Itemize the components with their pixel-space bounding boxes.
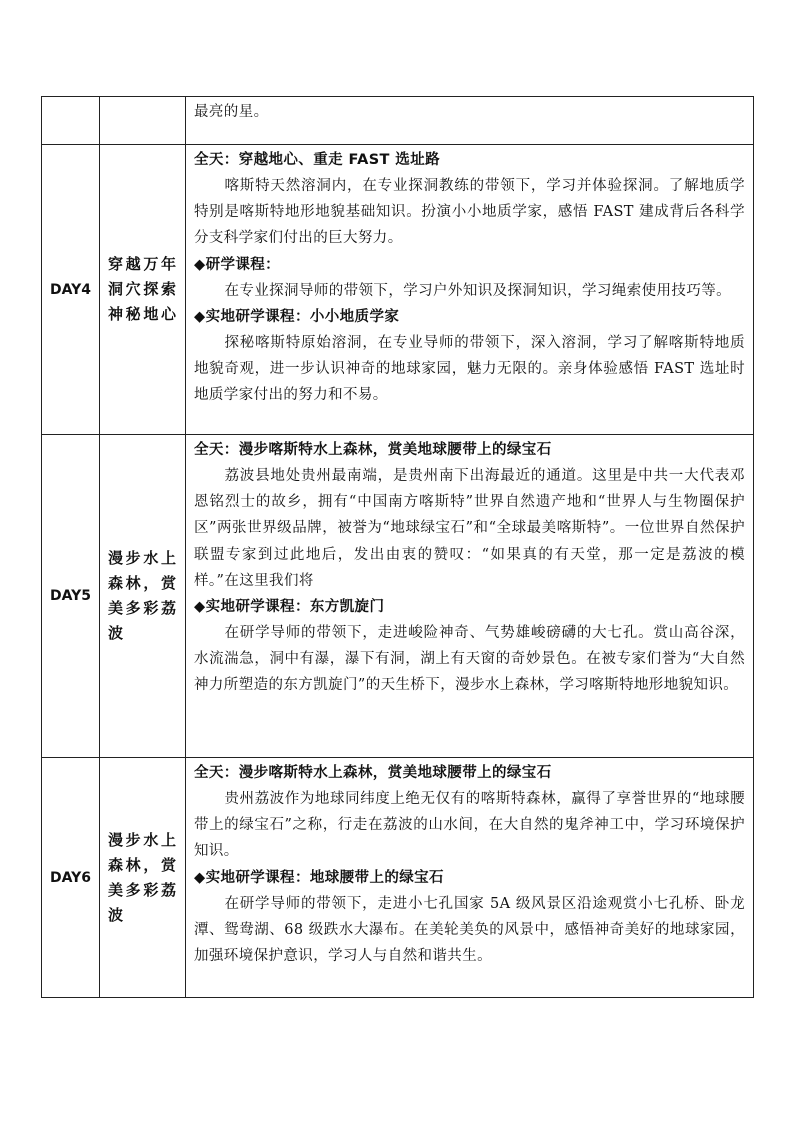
bullet-heading: ◆ 实地研学课程：小小地质学家 bbox=[194, 304, 745, 330]
detail-cell bbox=[186, 758, 754, 998]
paragraph: 探秘喀斯特原始溶洞，在专业导师的带领下，深入溶洞，学习了解喀斯特地质地貌奇观，进一步认识神奇的地球家园，魅力无限的。亲身体验感悟 FAST 选址时地质学家付出的努力和不易。 bbox=[194, 334, 745, 404]
paragraph: 贵州荔波作为地球同纬度上绝无仅有的喀斯特森林，赢得了享誉世界的“地球腰带上的绿宝石”之称，行走在荔波的山水间，在大自然的鬼斧神工中，学习环境保护知识。 bbox=[194, 791, 745, 860]
section-heading: 全天：漫步喀斯特水上森林，赏美地球腰带上的绿宝石 bbox=[194, 442, 552, 458]
day-row-day4 bbox=[42, 145, 754, 435]
itinerary-table bbox=[41, 96, 754, 998]
detail-cell bbox=[186, 145, 754, 435]
bullet-heading: ◆ 研学课程： bbox=[194, 252, 745, 278]
bullet-heading: ◆ 实地研学课程：地球腰带上的绿宝石 bbox=[194, 865, 745, 891]
theme-title: 穿越万年洞穴探索神秘地心 bbox=[108, 255, 177, 323]
theme-cell bbox=[100, 435, 186, 758]
theme-title: 漫步水上森林，赏美多彩荔波 bbox=[108, 830, 177, 924]
theme-cell-empty bbox=[100, 97, 186, 145]
day-label: DAY6 bbox=[42, 758, 100, 998]
continuation-row bbox=[42, 97, 754, 145]
continuation-cell bbox=[186, 97, 754, 145]
day-cell-empty bbox=[42, 97, 100, 145]
continuation-text: 最亮的星。 bbox=[194, 104, 269, 120]
theme-cell bbox=[100, 145, 186, 435]
theme-title: 漫步水上森林，赏美多彩荔波 bbox=[108, 549, 177, 642]
bullet-heading: ◆ 实地研学课程：东方凯旋门 bbox=[194, 594, 745, 620]
day-row-day6 bbox=[42, 758, 754, 998]
paragraph: 喀斯特天然溶洞内，在专业探洞教练的带领下，学习并体验探洞。了解地质学特别是喀斯特地形地貌基础知识。扮演小小地质学家，感悟 FAST 建成背后各科学分支科学家们付出的巨大努力。 bbox=[194, 178, 745, 247]
paragraph: 荔波县地处贵州最南端，是贵州南下出海最近的通道。这里是中共一大代表邓恩铭烈士的故乡，拥有“中国南方喀斯特”世界自然遗产地和“世界人与生物圈保护区”两张世界级品牌，被誉为“地球绿宝石”和“全球最美喀斯特”。一位世界自然保护联盟专家到过此地后，发出由衷的赞叹：“如果真的有天堂，那一定是荔波的模样。”在这里我们将 bbox=[194, 468, 745, 589]
section-heading: 全天：穿越地心、重走 FAST 选址路 bbox=[194, 152, 440, 168]
theme-cell bbox=[100, 758, 186, 998]
paragraph: 在研学导师的带领下，走进小七孔国家 5A 级风景区沿途观赏小七孔桥、卧龙潭、鸳鸯湖、68 级跌水大瀑布。在美轮美奂的风景中，感悟神奇美好的地球家园，加强环境保护意识，学习人与自然和谐共生。 bbox=[194, 895, 745, 965]
detail-cell bbox=[186, 435, 754, 758]
paragraph: 在专业探洞导师的带领下，学习户外知识及探洞知识，学习绳索使用技巧等。 bbox=[224, 282, 732, 299]
section-heading: 全天：漫步喀斯特水上森林，赏美地球腰带上的绿宝石 bbox=[194, 765, 552, 781]
day-label: DAY4 bbox=[42, 145, 100, 435]
day-row-day5 bbox=[42, 435, 754, 758]
day-label: DAY5 bbox=[42, 435, 100, 758]
paragraph: 在研学导师的带领下，走进峻险神奇、气势雄峻磅礴的大七孔。赏山高谷深，水流湍急，洞中有瀑，瀑下有洞，湖上有天窗的奇妙景色。在被专家们誉为“大自然神力所塑造的东方凯旋门”的天生桥下，漫步水上森林，学习喀斯特地形地貌知识。 bbox=[194, 625, 745, 694]
